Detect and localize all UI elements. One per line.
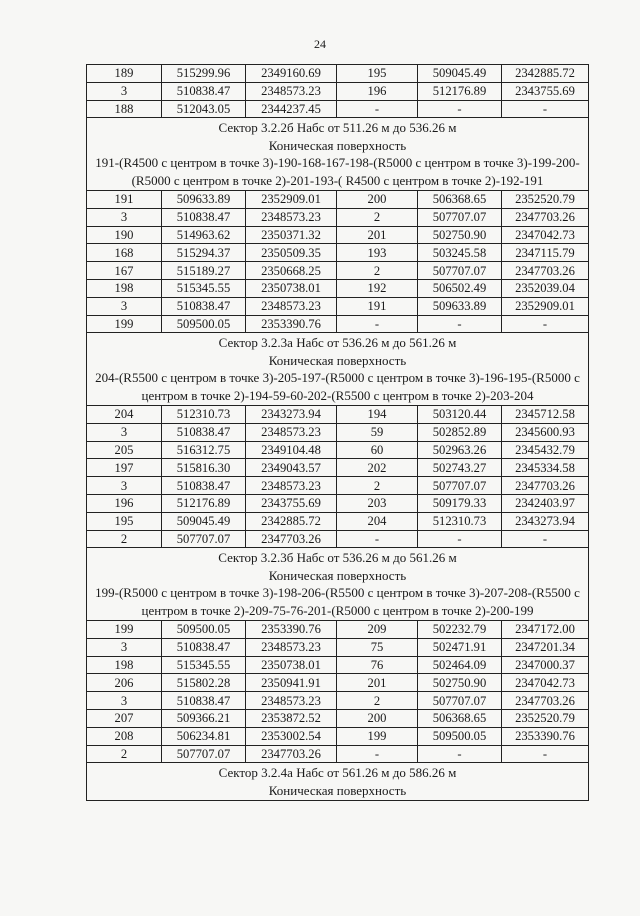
boundary-path: 191-(R4500 с центром в точке 3)-190-168-167-198-(R5000 с центром в точке 3)-199-200-(R5000 с центром в точке 2)-201-193-( R4500 с центром в точке 2)-192-191 [95,155,580,188]
point-number-cell: 168 [87,244,162,262]
sector-heading-row [87,763,589,801]
point-number-cell: 3 [87,82,162,100]
point-number-cell: 199 [87,315,162,333]
point-number-cell: - [337,100,418,118]
table-row [87,315,589,333]
page-number: 24 [314,37,326,51]
sector-heading-row [87,333,589,406]
surface-type: Коническая поверхность [268,782,407,798]
coordinate-cell: 510838.47 [162,477,246,495]
coordinate-cell: - [502,530,589,548]
coordinate-cell: 502232.79 [418,621,502,639]
coordinate-cell: 506234.81 [162,727,246,745]
coordinate-cell: 2344237.45 [246,100,337,118]
coordinate-cell: 509500.05 [418,727,502,745]
coordinate-cell: 2348573.23 [246,208,337,226]
coordinate-cell: 515345.55 [162,280,246,298]
table-row [87,710,589,728]
point-number-cell: 60 [337,441,418,459]
table-row [87,477,589,495]
sector-heading [87,118,589,191]
table-row [87,638,589,656]
table-row [87,244,589,262]
table-row [87,745,589,763]
coordinate-cell: 510838.47 [162,208,246,226]
point-number-cell: 199 [87,621,162,639]
point-number-cell: 59 [337,423,418,441]
coordinate-cell: 2347115.79 [502,244,589,262]
coordinate-cell: 502471.91 [418,638,502,656]
coordinate-cell: 509045.49 [418,65,502,83]
coordinate-cell: 2347703.26 [502,208,589,226]
table-row [87,297,589,315]
point-number-cell: 2 [337,477,418,495]
point-number-cell: 196 [337,82,418,100]
coordinate-cell: 2353872.52 [246,710,337,728]
point-number-cell: 205 [87,441,162,459]
table-row [87,406,589,424]
coordinate-cell: 502750.90 [418,674,502,692]
coordinate-cell: - [502,745,589,763]
table-row [87,208,589,226]
coordinate-cell: 2347042.73 [502,226,589,244]
coordinate-cell: 503245.58 [418,244,502,262]
coordinate-cell: 502750.90 [418,226,502,244]
coordinate-cell: - [418,530,502,548]
coordinate-cell: 2349043.57 [246,459,337,477]
coordinate-cell: 507707.07 [162,745,246,763]
table-row [87,191,589,209]
coordinate-cell: 2345432.79 [502,441,589,459]
coordinate-cell: 507707.07 [418,208,502,226]
coordinate-cell: 2347703.26 [502,262,589,280]
coordinate-cell: 2342885.72 [502,65,589,83]
point-number-cell: 75 [337,638,418,656]
sector-heading [87,548,589,621]
coordinate-cell: 2347042.73 [502,674,589,692]
coordinate-cell: 2347703.26 [502,692,589,710]
coordinate-cell: 2347201.34 [502,638,589,656]
point-number-cell: 193 [337,244,418,262]
point-number-cell: 206 [87,674,162,692]
coordinate-cell: 510838.47 [162,638,246,656]
coordinate-cell: - [502,315,589,333]
coordinate-cell: 2353390.76 [246,621,337,639]
coordinate-cell: 502963.26 [418,441,502,459]
coordinate-cell: 2347703.26 [246,530,337,548]
point-number-cell: 2 [337,208,418,226]
coordinate-cell: 2345600.93 [502,423,589,441]
coordinate-cell: 512310.73 [418,512,502,530]
point-number-cell: 198 [87,280,162,298]
point-number-cell: 3 [87,423,162,441]
point-number-cell: 3 [87,297,162,315]
surface-type: Коническая поверхность [268,567,407,583]
point-number-cell: 204 [337,512,418,530]
coordinate-cell: - [418,100,502,118]
coordinate-cell: 2348573.23 [246,297,337,315]
coordinate-cell: 509500.05 [162,315,246,333]
coordinate-cell: 2343273.94 [502,512,589,530]
coordinate-cell: 2350371.32 [246,226,337,244]
coordinate-cell: 502852.89 [418,423,502,441]
sector-title: Сектор 3.2.2б Набс от 511.26 м до 536.26 м [218,120,457,136]
table-row [87,280,589,298]
boundary-path: 204-(R5500 с центром в точке 3)-205-197-(R5000 с центром в точке 3)-196-195-(R5000 с центром в точке 2)-194-59-60-202-(R5500 с центром в точке 2)-203-204 [95,370,580,403]
table-row [87,621,589,639]
coordinate-cell: 2345712.58 [502,406,589,424]
coordinate-cell: 2347703.26 [502,477,589,495]
coordinate-cell: 503120.44 [418,406,502,424]
table-row [87,262,589,280]
point-number-cell: 2 [87,530,162,548]
table-row [87,82,589,100]
coordinate-cell: 2353390.76 [246,315,337,333]
coordinate-cell: 2342885.72 [246,512,337,530]
coordinate-cell: 2343755.69 [246,495,337,513]
coordinate-cell: 2352039.04 [502,280,589,298]
coordinate-cell: 2342403.97 [502,495,589,513]
coordinate-cell: 2343755.69 [502,82,589,100]
sector-title: Сектор 3.2.4а Набс от 561.26 м до 586.26 м [218,765,457,781]
table-row [87,459,589,477]
point-number-cell: 3 [87,638,162,656]
table-row [87,100,589,118]
boundary-path: 199-(R5000 с центром в точке 3)-198-206-(R5500 с центром в точке 3)-207-208-(R5500 с центром в точке 2)-209-75-76-201-(R5000 с центром в точке 2)-200-199 [95,585,580,618]
coordinate-cell: - [418,315,502,333]
coordinate-cell: 515299.96 [162,65,246,83]
table-row [87,692,589,710]
point-number-cell: 191 [87,191,162,209]
point-number-cell: - [337,530,418,548]
point-number-cell: 196 [87,495,162,513]
point-number-cell: 203 [337,495,418,513]
point-number-cell: 192 [337,280,418,298]
coordinate-cell: 507707.07 [418,262,502,280]
table-row [87,226,589,244]
coordinate-cell: 506368.65 [418,710,502,728]
sector-title: Сектор 3.2.3а Набс от 536.26 м до 561.26 м [218,335,457,351]
coordinates-table [86,64,589,801]
coordinate-cell: 516312.75 [162,441,246,459]
coordinate-cell: 2350668.25 [246,262,337,280]
coordinate-cell: 2348573.23 [246,638,337,656]
sector-heading-row [87,118,589,191]
point-number-cell: 204 [87,406,162,424]
point-number-cell: 3 [87,692,162,710]
table-row [87,441,589,459]
point-number-cell: 2 [337,692,418,710]
surface-type: Коническая поверхность [268,137,407,153]
point-number-cell: 2 [337,262,418,280]
table-row [87,512,589,530]
coordinate-cell: 2348573.23 [246,423,337,441]
sector-title: Сектор 3.2.3б Набс от 536.26 м до 561.26 м [218,550,457,566]
table-row [87,495,589,513]
coordinate-cell: 515345.55 [162,656,246,674]
coordinate-cell: 512176.89 [418,82,502,100]
coordinate-cell: 2353390.76 [502,727,589,745]
sector-heading [87,333,589,406]
point-number-cell: 3 [87,208,162,226]
coordinate-cell: 510838.47 [162,82,246,100]
coordinate-cell: 509045.49 [162,512,246,530]
point-number-cell: 208 [87,727,162,745]
point-number-cell: 209 [337,621,418,639]
coordinate-cell: 2353002.54 [246,727,337,745]
point-number-cell: 195 [87,512,162,530]
coordinate-cell: 2348573.23 [246,692,337,710]
point-number-cell: 167 [87,262,162,280]
sector-heading-row [87,548,589,621]
coordinate-cell: 2348573.23 [246,82,337,100]
point-number-cell: 76 [337,656,418,674]
table-row [87,656,589,674]
coordinate-cell: 510838.47 [162,297,246,315]
coordinate-cell: 509500.05 [162,621,246,639]
point-number-cell: 207 [87,710,162,728]
table-row [87,727,589,745]
coordinate-cell: 2347703.26 [246,745,337,763]
coordinate-cell: 2352909.01 [502,297,589,315]
point-number-cell: 200 [337,191,418,209]
coordinate-cell: - [418,745,502,763]
coordinate-cell: 514963.62 [162,226,246,244]
coordinate-cell: 512176.89 [162,495,246,513]
table-row [87,674,589,692]
coordinate-cell: 509633.89 [162,191,246,209]
coordinate-cell: 2350738.01 [246,656,337,674]
point-number-cell: 199 [337,727,418,745]
coordinate-cell: 515816.30 [162,459,246,477]
coordinate-cell: 512043.05 [162,100,246,118]
point-number-cell: 191 [337,297,418,315]
point-number-cell: 200 [337,710,418,728]
point-number-cell: 198 [87,656,162,674]
coordinate-cell: 2345334.58 [502,459,589,477]
point-number-cell: 202 [337,459,418,477]
coordinate-cell: 2349160.69 [246,65,337,83]
coordinate-cell: 2350738.01 [246,280,337,298]
point-number-cell: 201 [337,226,418,244]
coordinate-cell: 2343273.94 [246,406,337,424]
coordinate-cell: 510838.47 [162,423,246,441]
coordinate-cell: 510838.47 [162,692,246,710]
coordinate-cell: 2347172.00 [502,621,589,639]
coordinate-cell: 2347000.37 [502,656,589,674]
coordinate-cell: 515294.37 [162,244,246,262]
point-number-cell: 2 [87,745,162,763]
point-number-cell: 201 [337,674,418,692]
coordinate-cell: 2350941.91 [246,674,337,692]
coordinate-cell: 507707.07 [418,692,502,710]
point-number-cell: 197 [87,459,162,477]
coordinate-cell: 2352520.79 [502,710,589,728]
coordinate-cell: 507707.07 [418,477,502,495]
coordinate-cell: 515802.28 [162,674,246,692]
coordinate-cell: 2352909.01 [246,191,337,209]
coordinate-cell: 512310.73 [162,406,246,424]
point-number-cell: - [337,315,418,333]
coordinate-cell: 509179.33 [418,495,502,513]
surface-type: Коническая поверхность [268,352,407,368]
point-number-cell: 190 [87,226,162,244]
coordinate-cell: - [502,100,589,118]
coordinate-cell: 2349104.48 [246,441,337,459]
point-number-cell: 194 [337,406,418,424]
coordinate-cell: 502464.09 [418,656,502,674]
coordinate-cell: 506502.49 [418,280,502,298]
coordinate-cell: 2350509.35 [246,244,337,262]
sector-heading [87,763,589,801]
coordinate-cell: 515189.27 [162,262,246,280]
table-row [87,530,589,548]
point-number-cell: 188 [87,100,162,118]
point-number-cell: 3 [87,477,162,495]
table-row [87,65,589,83]
point-number-cell: 195 [337,65,418,83]
coordinate-cell: 2352520.79 [502,191,589,209]
coordinate-cell: 2348573.23 [246,477,337,495]
coordinate-cell: 509366.21 [162,710,246,728]
point-number-cell: 189 [87,65,162,83]
coordinate-cell: 509633.89 [418,297,502,315]
coordinate-cell: 507707.07 [162,530,246,548]
table-row [87,423,589,441]
coordinate-cell: 502743.27 [418,459,502,477]
coordinate-cell: 506368.65 [418,191,502,209]
point-number-cell: - [337,745,418,763]
